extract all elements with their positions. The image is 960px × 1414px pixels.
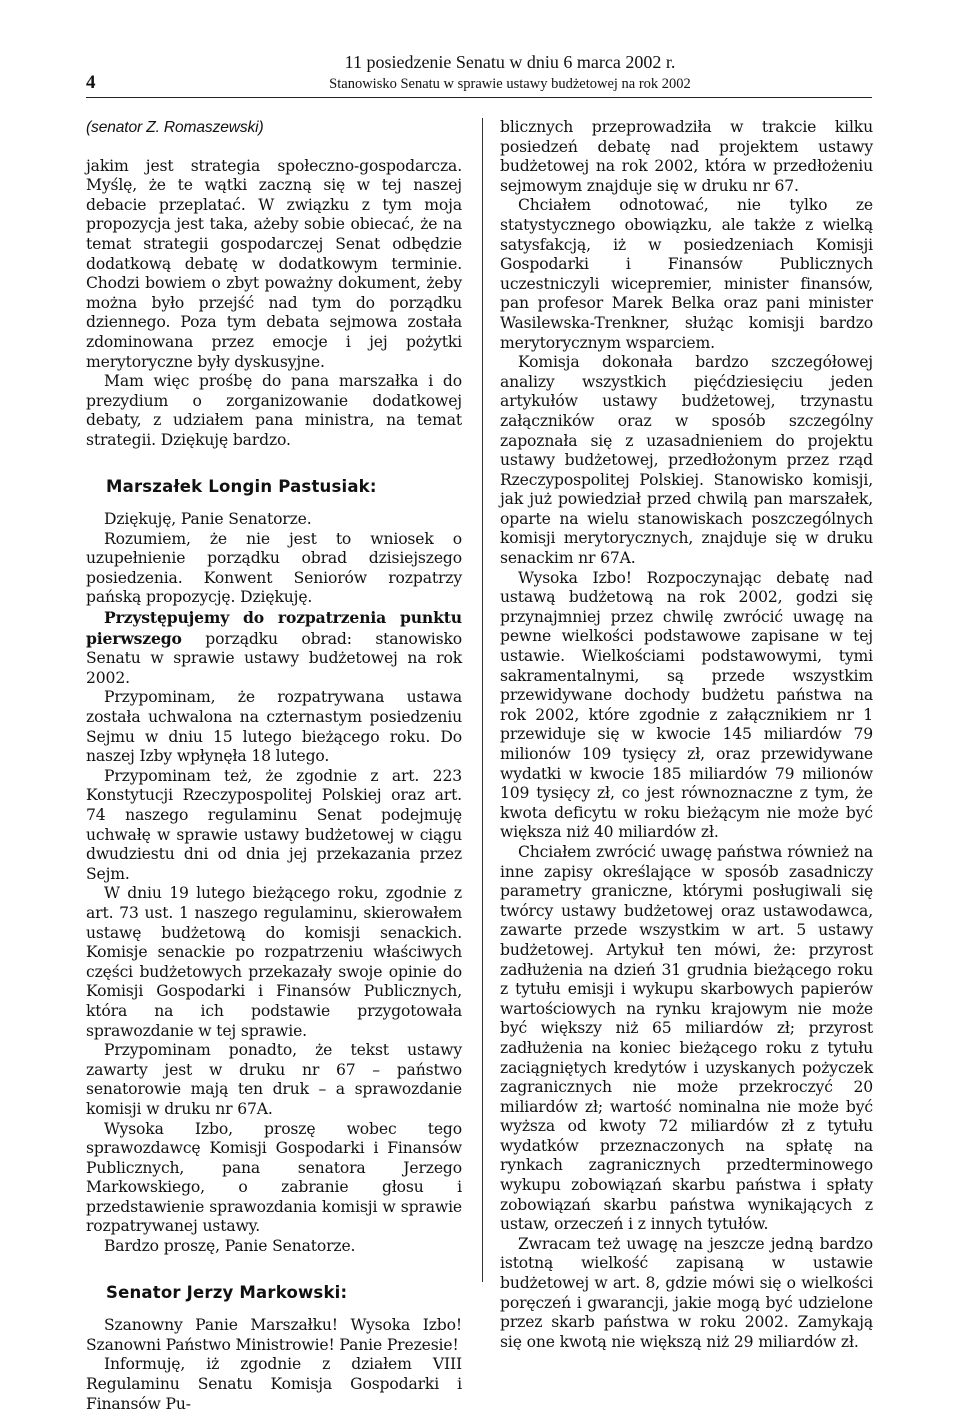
running-header-title: 11 posiedzenie Senatu w dniu 6 marca 2002 r. bbox=[344, 52, 676, 72]
paragraph: Rozumiem, że nie jest to wniosek o uzupełnienie porządku obrad dzisiejszego posiedzenia. Konwent Seniorów rozpatrzy pańską propozycję. Dziękuję. bbox=[86, 529, 462, 607]
speaker-heading: Senator Jerzy Markowski: bbox=[106, 1282, 348, 1302]
paragraph: Szanowny Panie Marszałku! Wysoka Izbo! Szanowni Państwo Ministrowie! Panie Prezesie! bbox=[86, 1316, 462, 1354]
paragraph: blicznych przeprowadziła w trakcie kilku posiedzeń debatę nad projektem ustawy budżetowej na rok 2002, która w przedłożeniu sejmowym znajduje się w druku nr 67. bbox=[500, 118, 873, 195]
paragraph: Komisja dokonała bardzo szczegółowej analizy wszystkich pięćdziesięciu jeden artykułów ustawy budżetowej, trzynastu załączników oraz w sposób szczególny zapoznała się z uzasadnieniem do projektu ustawy budżetowej, przedłożonym przez rząd Rzeczypospolitej Polskiej. Stanowisko komisji, jak już powiedział przed chwilą pan marszałek, oparte na wielu stanowiskach poszczególnych komisji merytorycznych, znajduje się w druku senackim nr 67A. bbox=[500, 353, 873, 568]
speaker-heading: Marszałek Longin Pastusiak: bbox=[106, 476, 377, 496]
agenda-text: porządku obrad: stanowisko Senatu w sprawie ustawy budżetowej na rok 2002. bbox=[86, 629, 462, 687]
page-number: 4 bbox=[86, 72, 96, 93]
running-header-subtitle: Stanowisko Senatu w sprawie ustawy budżetowej na rok 2002 bbox=[329, 76, 691, 92]
paragraph: Chciałem odnotować, nie tylko ze statystycznego obowiązku, ale także z wielką satysfakcją, iż w posiedzeniach Komisji Gospodarki i Finansów Publicznych uczestniczyli wicepremier, minister finansów, pan profesor Marek Belka oraz pani minister Wasilewska-Trenkner, służąc komisji bardzo merytorycznym wsparciem. bbox=[500, 196, 873, 352]
paragraph bbox=[86, 608, 462, 688]
paragraph: Zwracam też uwagę na jeszcze jedną bardzo istotną wielkość zapisaną w ustawie budżetowej w art. 8, gdzie mówi się o wielkości poręczeń i gwarancji, jakie mogą być udzielone przez skarb państwa w roku 2002. Zamykają się one kwotą nie większą niż 29 miliardów zł. bbox=[500, 1234, 873, 1351]
bold-agenda-text: Przystępujemy do rozpatrzenia punktu pierwszego bbox=[86, 608, 462, 648]
paragraph: Przypominam, że rozpatrywana ustawa została uchwalona na czternastym posiedzeniu Sejmu w dniu 15 lutego bieżącego roku. Do naszej Izby wpłynęła 18 lutego. bbox=[86, 688, 462, 766]
paragraph: Wysoka Izbo, proszę wobec tego sprawozdawcę Komisji Gospodarki i Finansów Publicznych, pana senatora Jerzego Markowskiego, o zabranie głosu i przedstawienie sprawozdania komisji w sprawie rozpatrywanej ustawy. bbox=[86, 1119, 462, 1236]
paragraph: Dziękuję, Panie Senatorze. bbox=[104, 510, 312, 529]
paragraph: W dniu 19 lutego bieżącego roku, zgodnie z art. 73 ust. 1 naszego regulaminu, skierowałem ustawę budżetową do komisji senackich. Komisje senackie po rozpatrzeniu właściwych części budżetowych przekazały swoje opinie do Komisji Gospodarki i Finansów Publicznych, która na ich podstawie przygotowała sprawozdanie w tej sprawie. bbox=[86, 884, 462, 1040]
paragraph: Mam więc prośbę do pana marszałka i do prezydium o zorganizowanie dodatkowej debaty, z udziałem pana ministra, na temat strategii. Dziękuję bardzo. bbox=[86, 372, 462, 449]
speaker-note: (senator Z. Romaszewski) bbox=[86, 119, 264, 136]
column-divider bbox=[482, 118, 483, 1282]
paragraph: Informuję, iż zgodnie z działem VIII Regulaminu Senatu Komisja Gospodarki i Finansów Pu- bbox=[86, 1355, 462, 1413]
left-column bbox=[86, 118, 462, 1414]
header-rule bbox=[86, 97, 872, 98]
paragraph: Przypominam ponadto, że tekst ustawy zawarty jest w druku nr 67 – państwo senatorowie mają ten druk – a sprawozdanie komisji w druku nr 67A. bbox=[86, 1041, 462, 1118]
paragraph: jakim jest strategia społeczno-gospodarcza. Myślę, że te wątki zaczną się w tej naszej debacie przeplatać. W związku z tym moja propozycja jest taka, ażeby sobie obiecać, że na temat strategii gospodarczej Senat odbędzie dodatkową debatę w dodatkowym terminie. Chodzi bowiem o zbyt poważny dokument, żeby można było przejść nad tym do porządku dziennego. Poza tym debata sejmowa została zdominowana przez emocje i jej pożytki merytoryczne były dyskusyjne. bbox=[86, 156, 462, 371]
paragraph: Przypominam też, że zgodnie z art. 223 Konstytucji Rzeczypospolitej Polskiej oraz art. 74 naszego regulaminu Senat podejmuję uchwałę w sprawie ustawy budżetowej w ciągu dwudziestu dni od dnia jej przekazania przez Sejm. bbox=[86, 766, 462, 883]
right-column bbox=[500, 118, 873, 1352]
paragraph: Chciałem zwrócić uwagę państwa również na inne zapisy określające w sposób zasadniczy parametry graniczne, którymi posługiwali się twórcy ustawy budżetowej oraz ustawodawca, zawarte przede wszystkim w art. 5 ustawy budżetowej. Artykuł ten mówi, że: przyrost zadłużenia na dzień 31 grudnia bieżącego roku z tytułu emisji i wykupu skarbowych papierów wartościowych na rynku krajowym nie może być większy niż 65 miliardów zł; przyrost zadłużenia na koniec bieżącego roku z tytułu zaciągniętych kredytów i uzyskanych pożyczek zagranicznych nie może przekroczyć 20 miliardów zł; wartość nominalna nie może być wyższa od kwoty 72 miliardów zł z tytułu wydatków przeznaczonych na spłatę na rynkach zagranicznych przedterminowego wykupu zobowiązań skarbu państwa i spłaty zobowiązań skarbu państwa wynikających z ustaw, orzeczeń i z innych tytułów. bbox=[500, 842, 873, 1234]
paragraph: Wysoka Izbo! Rozpoczynając debatę nad ustawą budżetową na rok 2002, godzi się przynajmniej przez chwilę zwrócić uwagę na pewne wielkości podstawowe zapisane w tej ustawie. Wielkościami podstawowymi, tymi sakramentalnymi, są przede wszystkim przewidywane dochody budżetu państwa na rok 2002, które zgodnie z załącznikiem nr 1 przewiduje się w kwocie 145 miliardów 79 milionów 109 tysięcy zł, oraz przewidywane wydatki w kwocie 185 miliardów 79 milionów 109 tysięcy zł, co jest równoznaczne z tym, że kwota deficytu w roku bieżącym nie może być większa niż 40 miliardów zł. bbox=[500, 568, 873, 842]
paragraph: Bardzo proszę, Panie Senatorze. bbox=[104, 1237, 356, 1256]
